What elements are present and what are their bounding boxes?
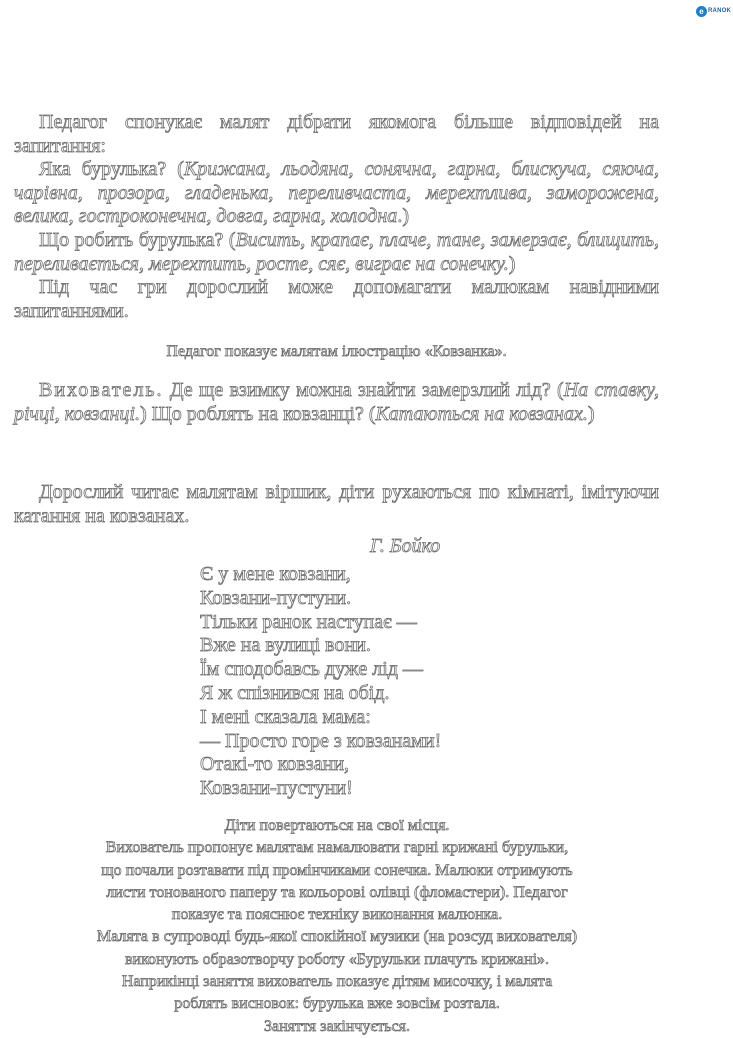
instruction-line: Вихователь пропонує малятам намалювати гарні крижані бурульки, — [105, 839, 569, 857]
poem-line: Ковзани-пустуни. — [200, 586, 352, 609]
poem-line: Вже на вулиці вони. — [200, 634, 371, 657]
paragraph-hint: Під час гри дорослий може допомагати малюкам навідними запитаннями. — [14, 276, 659, 322]
poem-line: Отакі-то ковзани, — [200, 753, 350, 776]
closing-text: ) — [587, 402, 595, 425]
dialogue-block — [14, 379, 659, 426]
instruction-line: листи тонованого паперу та кольорові олівці (фломастери). Педагог — [106, 883, 568, 901]
main-text-block — [14, 111, 659, 323]
instruction-line: показує та пояснює техніку виконання малюнка. — [171, 906, 503, 924]
instruction-line: виконують образотворчу роботу «Бурульки плачуть крижані». — [124, 950, 550, 968]
publisher-logo — [696, 4, 732, 18]
paragraph-icicle-does — [14, 229, 659, 276]
paragraph-poem-intro: Дорослий читає малятам віршик, діти рухаються по кімнаті, імітуючи катання на ковзанах. — [14, 481, 659, 527]
poem-author: Г. Бойко — [370, 535, 441, 557]
instruction-line: Наприкінці заняття вихователь показує дітям мисочку, і малята — [121, 973, 553, 991]
question-text: Яка бурулька? ( — [39, 158, 184, 181]
speaker-label: Вихователь. — [39, 379, 164, 401]
question-text: ) Що роблять на ковзанці? ( — [139, 402, 376, 425]
answer-text: На ставку, річці, ковзанці. — [14, 379, 660, 425]
closing-text: .) — [397, 205, 409, 228]
poem-line: Ковзани-пустуни! — [200, 777, 353, 800]
poem-line: — Просто горе з ковзанами! — [200, 729, 442, 752]
paragraph-intro: Педагог спонукає малят дібрати якомога більше відповідей на запитання: — [14, 111, 659, 157]
answers-text: Крижана, льодяна, сонячна, гарна, блискуча, сяюча, чарівна, прозора, гладенька, переливчаста, мерехтлива, заморожена, велика, гостроконечна, довга, гарна, холодна — [14, 158, 659, 228]
poem-line: Їм сподобавсь дуже лід — — [200, 658, 423, 681]
question-text: Що робить бурулька? ( — [39, 228, 236, 251]
poem-intro-block — [14, 481, 659, 528]
question-text: Де ще взимку можна знайти замерзлий лід? ( — [163, 379, 564, 401]
instruction-line: Діти повертаються на свої місця. — [224, 817, 450, 834]
instruction-line: Заняття закінчується. — [263, 1017, 411, 1035]
illustration-caption: Педагог показує малятам ілюстрацію «Ковзанка». — [166, 343, 507, 360]
paragraph-icicle-what — [14, 158, 659, 229]
closing-instructions — [40, 815, 634, 1038]
logo-text: RANOK — [708, 8, 731, 14]
paragraph-dialogue — [14, 379, 659, 426]
instruction-line: роблять висновок: бурулька вже зовсім розтала. — [174, 995, 500, 1013]
poem — [200, 563, 441, 801]
answer-text: Катаються на ковзанах. — [375, 402, 588, 425]
poem-line: Тільки ранок наступає — — [200, 610, 417, 633]
closing-text: ) — [508, 252, 516, 275]
answers-text: Висить, крапає, плаче, тане, замерзає, блищить, переливається, мерехтить, росте, сяє, виграє на сонечку. — [14, 228, 659, 275]
logo-e-icon: e — [696, 6, 707, 17]
poem-line: Є у мене ковзани, — [200, 563, 351, 585]
instruction-line: що почали розтавати під промінчиками сонечка. Малюки отримують — [101, 861, 573, 879]
poem-line: І мені сказала мама: — [200, 705, 371, 728]
instruction-line: Малята в супроводі будь-якої спокійної музики (на розсуд вихователя) — [96, 928, 578, 946]
poem-line: Я ж спізнився на обід. — [200, 681, 390, 704]
